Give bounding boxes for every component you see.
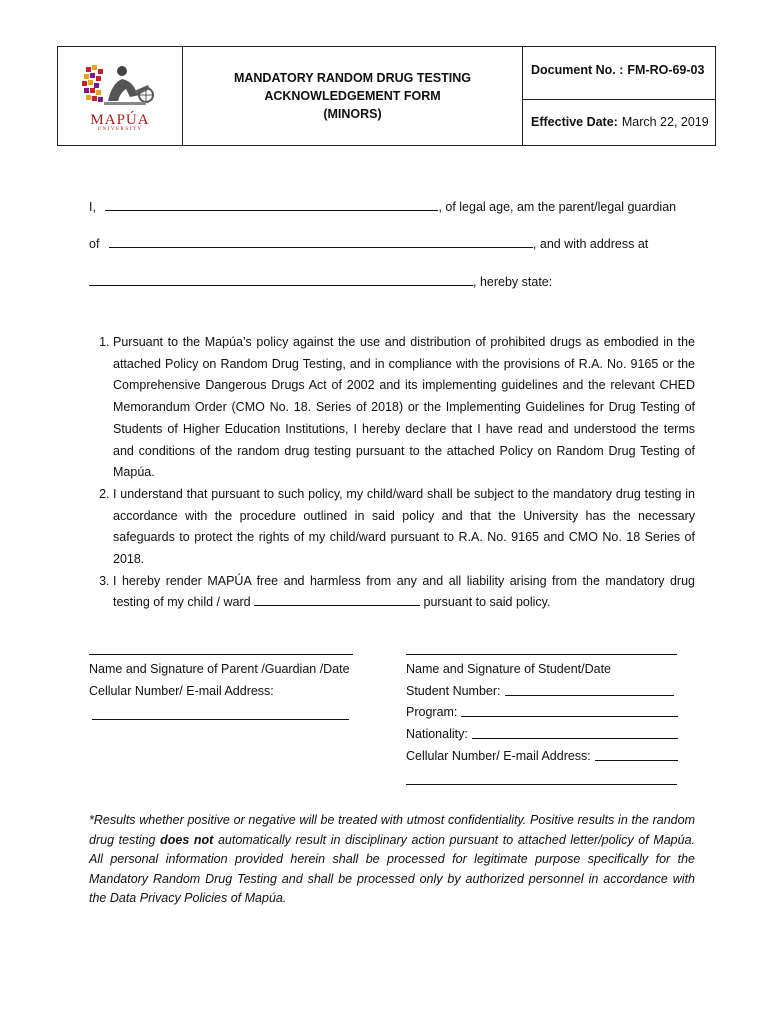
student-signature-block <box>406 659 678 768</box>
document-number-label: Document No. : <box>531 62 624 77</box>
program-field[interactable] <box>461 702 678 717</box>
statement-item: 2. I understand that pursuant to such policy, my child/ward shall be subject to the mandatory drug testing in accordance with the procedure outlined in said policy and that the University has the necessary safeguards to protect the rights of my child/ward pursuant to R.A. No. 9165 and CMO No. 18 Series of 2018. <box>113 484 695 571</box>
nationality-field[interactable] <box>472 724 678 739</box>
student-number-field[interactable] <box>505 681 675 696</box>
parent-name-field[interactable] <box>105 198 438 211</box>
intro-state-suffix: , hereby state: <box>473 275 553 289</box>
intro-line-3 <box>89 273 552 289</box>
nationality-row <box>406 724 678 746</box>
title-line-1: MANDATORY RANDOM DRUG TESTING <box>233 71 472 85</box>
form-header <box>57 46 716 146</box>
student-signature-line[interactable] <box>406 654 677 655</box>
intro-i-prefix: I, <box>89 200 96 214</box>
student-contact-field[interactable] <box>595 746 678 761</box>
student-contact-field-continued[interactable] <box>406 784 677 785</box>
program-row <box>406 702 678 724</box>
item3-part1: I hereby render MAPÚA free and harmless from any and all liability arising from the mandatory drug testing of my child / ward <box>113 573 695 610</box>
program-label: Program: <box>406 705 458 720</box>
statement-item <box>113 571 695 614</box>
intro-line-2 <box>89 235 695 251</box>
mapua-logo-icon <box>78 61 162 113</box>
parent-contact-label: Cellular Number/ E-mail Address: <box>89 683 274 698</box>
address-field[interactable] <box>89 273 473 286</box>
document-number-row <box>523 47 715 100</box>
intro-i-suffix: , of legal age, am the parent/legal guardian <box>438 200 677 214</box>
intro-of-suffix: , and with address at <box>532 237 649 251</box>
title-line-3: (MINORS) <box>323 107 382 121</box>
child-ward-name-field[interactable] <box>254 593 420 606</box>
parent-signature-line[interactable] <box>89 654 353 655</box>
logo-text: MAPÚA <box>90 111 150 128</box>
logo-subtext: UNIVERSITY <box>97 126 143 132</box>
effective-date-label: Effective Date: <box>531 115 618 130</box>
statement-list <box>89 332 695 614</box>
student-contact-row <box>406 746 678 768</box>
title-line-2: ACKNOWLEDGEMENT FORM <box>264 89 441 103</box>
document-meta <box>523 47 715 145</box>
child-name-field[interactable] <box>109 235 533 248</box>
note-emphasis: does not <box>160 832 214 847</box>
confidentiality-note <box>89 811 695 909</box>
student-number-label: Student Number: <box>406 683 501 698</box>
nationality-label: Nationality: <box>406 727 468 742</box>
student-signature-label: Name and Signature of Student/Date <box>406 662 611 676</box>
document-number-value: FM-RO-69-03 <box>627 62 705 77</box>
intro-line-1 <box>89 198 676 214</box>
student-number-row <box>406 681 678 703</box>
note-part-1: *Results whether positive or negative will be treated with utmost confidentiality. Positive results in the random drug testing <box>89 813 695 847</box>
item3-part2: pursuant to said policy. <box>423 595 551 610</box>
form-title <box>183 47 523 145</box>
parent-contact-field[interactable] <box>92 719 349 720</box>
effective-date-value: March 22, 2019 <box>621 115 709 130</box>
statement-item: 1. Pursuant to the Mapúa’s policy against the use and distribution of prohibited drugs as embodied in the attached Policy on Random Drug Testing, and in compliance with the provisions of R.A. No. 9165 or the Comprehensive Dangerous Drugs Act of 2002 and its implementing guidelines and the relevant CHED Memorandum Order (CMO No. 18. Series of 2018) or the Implementing Guidelines for Drug Testing of Students of Higher Education Institutions, I hereby declare that I have read and understood the terms and conditions of the random drug testing pursuant to the attached Policy on Random Drug Testing of Mapúa. <box>113 332 695 484</box>
note-part-2: automatically result in disciplinary action pursuant to attached letter/policy of Mapúa. All personal information provided herein shall be processed for legitimate purpose specifically for the Mandatory Random Drug Testing and shall be processed only by authorized personnel in accordance with the Data Privacy Policies of Mapúa. <box>89 832 695 905</box>
student-contact-label: Cellular Number/ E-mail Address: <box>406 748 591 763</box>
effective-date-row <box>523 100 715 146</box>
intro-of-prefix: of <box>89 237 100 251</box>
logo-cell <box>58 47 183 145</box>
parent-signature-block <box>89 659 350 702</box>
parent-signature-label: Name and Signature of Parent /Guardian /Date <box>89 662 350 676</box>
